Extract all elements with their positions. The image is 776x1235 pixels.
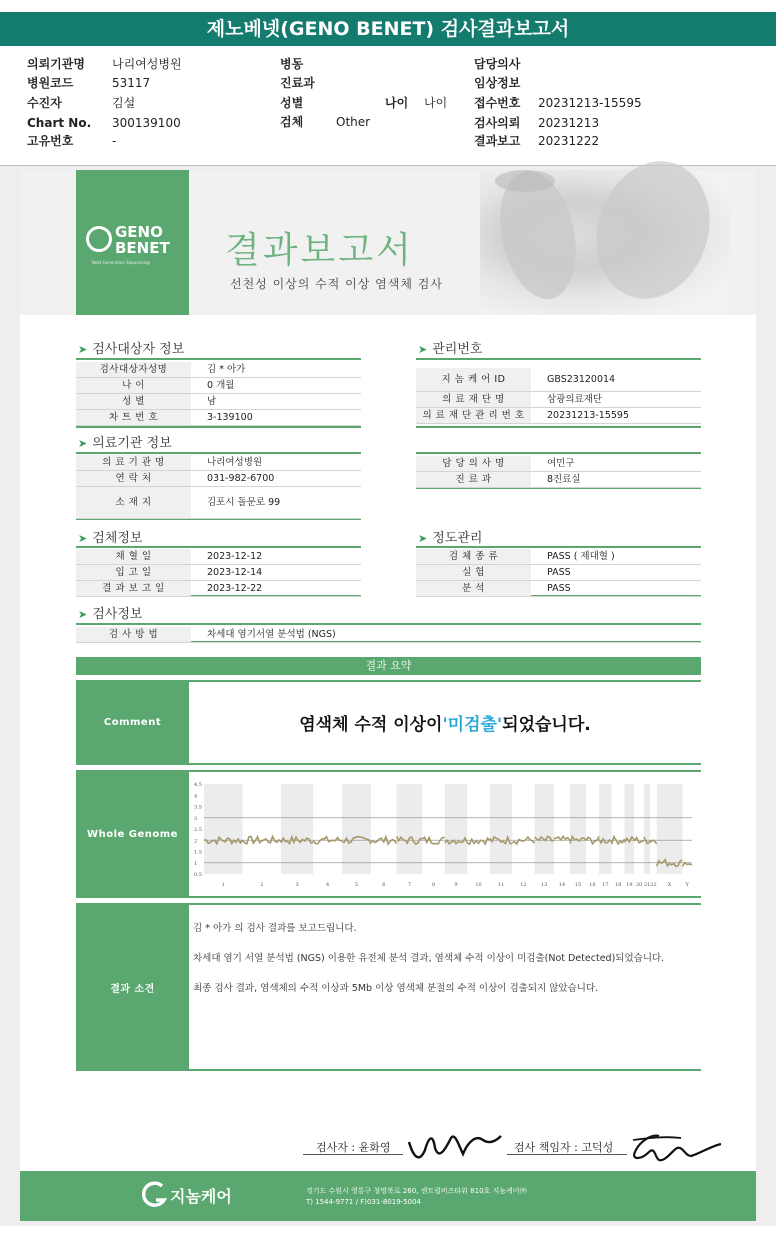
row-key: 연 락 처 [76, 471, 191, 486]
header-value-age: 나이 [424, 96, 448, 110]
header-label-specimen: 검체 [280, 115, 304, 129]
table-row [416, 408, 701, 424]
x-tick-label: 4 [326, 882, 330, 888]
row-key: 담 당 의 사 명 [416, 456, 531, 471]
x-tick-label: 12 [520, 882, 527, 888]
header-value-report-date: 20231222 [538, 134, 600, 148]
row-value: 여민구 [547, 458, 575, 469]
whole-genome-label: Whole Genome [76, 772, 189, 896]
row-key: 채 혈 일 [76, 549, 191, 564]
signers [0, 1136, 776, 1166]
y-tick-label: 3.5 [194, 804, 202, 811]
copy-number-points-chr22 [650, 840, 656, 844]
comment-post: 되었습니다. [502, 715, 591, 735]
footer-logo-text: 지놈케어 [170, 1187, 232, 1206]
y-tick-label: 0.5 [194, 872, 202, 878]
footer-logo [142, 1179, 252, 1211]
header-label-hosp-name: 의뢰기관명 [27, 57, 85, 71]
x-tick-label: 15 [574, 882, 582, 888]
x-tick-label: 17 [602, 882, 609, 888]
x-tick-label: X [667, 882, 672, 888]
chromosome-band [644, 784, 650, 874]
baby-feet-photo [480, 170, 730, 315]
findings-body [193, 921, 697, 1011]
x-tick-label: 11 [497, 882, 505, 888]
row-key: 소 재 지 [76, 487, 191, 518]
examiner-name: 검사자 : 윤화영 [316, 1141, 391, 1154]
chromosome-band [657, 784, 683, 874]
footer-address-line: 경기도 수원시 영통구 청명북로 260, 센트럴비즈타워 810호 지놈케어㈜ [306, 1187, 527, 1195]
x-tick-label: 1 [221, 882, 225, 888]
header-label-doctor: 담당의사 [474, 57, 521, 71]
table-row [76, 394, 361, 410]
header-value-unique-no: - [112, 134, 117, 148]
header-value-recipient: 김설 [112, 96, 136, 110]
qc-table [416, 546, 701, 597]
section-title-institution: ➤ 의료기관 정보 [78, 436, 172, 451]
findings-label: 결과 소견 [76, 905, 189, 1069]
section-title-method: ➤ 검사정보 [78, 607, 143, 622]
section-title-qc: ➤ 정도관리 [418, 531, 483, 546]
row-value: 20231213-15595 [547, 410, 630, 421]
y-tick-label: 1.5 [194, 849, 202, 856]
x-tick-label: Y [685, 882, 689, 888]
header-value-receipt-no: 20231213-15595 [538, 96, 642, 110]
row-key: 성 별 [76, 394, 191, 409]
logo-line1: GENO [115, 223, 163, 241]
geno-benet-logo-icon [86, 226, 112, 252]
table-row [416, 581, 701, 597]
row-value: 2023-12-12 [207, 551, 263, 562]
row-key: 결 과 보 고 일 [76, 581, 191, 596]
row-key: 의 료 기 관 명 [76, 455, 191, 470]
method-table [76, 623, 701, 643]
row-value: 031-982-6700 [207, 473, 275, 484]
finding-line-3: 최종 검사 결과, 염색체의 수적 이상과 5Mb 이상 염색체 분절의 수적 이상이 검출되지 않았습니다. [193, 983, 599, 994]
document-title: 제노베넷(GENO BENET) 검사결과보고서 [0, 12, 776, 46]
table-row [416, 456, 701, 472]
row-value: 차세대 염기서열 분석법 (NGS) [207, 629, 336, 640]
x-tick-label: 7 [407, 882, 412, 888]
row-key: 검 체 종 류 [416, 549, 531, 564]
whole-genome-box [76, 770, 701, 898]
table-row [76, 410, 361, 426]
chromosome-band [570, 784, 586, 874]
section-arrow-icon: ➤ [78, 343, 88, 356]
y-tick-label: 2.5 [194, 827, 202, 833]
section-arrow-icon: ➤ [78, 608, 88, 621]
row-value: 3-139100 [207, 412, 253, 423]
chromosome-band [535, 784, 554, 874]
comment-text [189, 682, 701, 763]
comment-label: Comment [76, 682, 189, 763]
header-value-specimen: Other [336, 115, 371, 129]
row-value: PASS [547, 583, 571, 594]
row-key: 실 험 [416, 565, 531, 580]
x-tick-label: 10 [475, 882, 482, 888]
x-tick-label: 5 [354, 882, 359, 888]
x-tick-label: 21 [643, 882, 651, 888]
row-value: 8진료실 [547, 474, 581, 485]
comment-highlight: '미검출' [442, 715, 503, 735]
chromosome-band [204, 784, 243, 874]
y-tick-label: 3 [194, 815, 198, 822]
chromosome-band [397, 784, 423, 874]
table-row [76, 378, 361, 394]
logo-line2: BENET [115, 239, 170, 257]
header-label-hosp-code: 병원코드 [27, 76, 74, 90]
section-arrow-icon: ➤ [78, 532, 88, 545]
row-key: 진 료 과 [416, 472, 531, 487]
table-row [416, 565, 701, 581]
row-key: 분 석 [416, 581, 531, 596]
findings-box [76, 903, 701, 1071]
section-arrow-icon: ➤ [418, 343, 428, 356]
table-row [76, 581, 361, 597]
section-title-specimen: ➤ 검체정보 [78, 531, 143, 546]
row-value: 김 * 아가 [207, 364, 246, 375]
header-label-unique-no: 고유번호 [27, 134, 74, 148]
header-label-dept: 진료과 [280, 76, 315, 90]
y-tick-label: 2 [194, 838, 198, 845]
table-row [76, 362, 361, 378]
logo-text [115, 224, 170, 256]
table-row [416, 392, 701, 408]
row-value: GBS23120014 [547, 374, 616, 385]
chromosome-band [599, 784, 612, 874]
row-value: PASS ( 제대혈 ) [547, 551, 615, 562]
header-label-report-date: 결과보고 [474, 134, 521, 148]
header-label-sex: 성별 [280, 96, 304, 110]
y-tick-label: 1 [194, 860, 198, 867]
table-row [76, 455, 361, 471]
row-key: 검사대상자성명 [76, 362, 191, 377]
x-tick-label: 3 [295, 882, 299, 888]
specimen-table [76, 546, 361, 597]
comment-box [76, 680, 701, 765]
y-tick-label: 4 [194, 793, 198, 800]
x-tick-label: 9 [454, 882, 458, 888]
institution-table [76, 452, 361, 520]
x-tick-label: 8 [431, 882, 436, 888]
chromosome-band [625, 784, 635, 874]
header-label-receipt-no: 접수번호 [474, 96, 521, 110]
header-label-ward: 병동 [280, 57, 304, 71]
chromosome-band [490, 784, 512, 874]
table-row [416, 368, 701, 392]
row-value: PASS [547, 567, 571, 578]
section-arrow-icon: ➤ [418, 532, 428, 545]
row-value: 삼광의료재단 [547, 394, 603, 405]
footer-address [306, 1186, 527, 1208]
comment-pre: 염색체 수적 이상이 [299, 715, 443, 735]
x-tick-label: 18 [614, 882, 622, 888]
header-label-request-date: 검사의뢰 [474, 116, 521, 130]
table-row [76, 471, 361, 487]
header-value-hosp-name: 나리여성병원 [112, 57, 182, 71]
logo-subtitle: Next Generation Sequencing [92, 260, 150, 265]
x-tick-label: 20 [635, 882, 643, 888]
row-value: 김포시 돌문로 99 [207, 497, 281, 508]
institution-doctor-table [416, 452, 701, 489]
y-tick-label: 4.5 [194, 782, 202, 788]
finding-line-2: 차세대 염기 서열 분석법 (NGS) 이용한 유전체 분석 결과, 염색체 수적 이상이 미검출(Not Detected)되었습니다. [193, 953, 665, 964]
x-tick-label: 19 [626, 882, 633, 888]
report-subtitle: 선천성 이상의 수적 이상 염색체 검사 [230, 277, 443, 291]
header-label-recipient: 수진자 [27, 96, 62, 110]
table-row [416, 549, 701, 565]
section-arrow-icon: ➤ [78, 437, 88, 450]
genomecare-logo-icon [142, 1180, 168, 1210]
chromosome-band [445, 784, 467, 874]
table-row [76, 549, 361, 565]
row-key: 의 료 재 단 명 [416, 392, 531, 407]
row-key: 입 고 일 [76, 565, 191, 580]
whole-genome-chart [192, 778, 696, 892]
x-tick-label: 2 [260, 882, 264, 888]
header-label-chart-no: Chart No. [27, 116, 92, 130]
copy-number-points-chr8 [422, 837, 445, 844]
header-value-request-date: 20231213 [538, 116, 600, 130]
header-label-age: 나이 [385, 96, 409, 110]
row-value: 2023-12-14 [207, 567, 263, 578]
header-value-hosp-code: 53117 [112, 76, 151, 90]
header-value-chart-no: 300139100 [112, 116, 181, 130]
director-signature [625, 1126, 725, 1168]
section-title-subject: ➤ 검사대상자 정보 [78, 342, 185, 357]
table-row [416, 472, 701, 488]
row-value: 0 개월 [207, 380, 235, 391]
row-key: 차 트 번 호 [76, 410, 191, 425]
header-label-clinical: 임상정보 [474, 76, 521, 90]
x-tick-label: 6 [382, 882, 386, 888]
row-value: 나리여성병원 [207, 457, 263, 468]
summary-title-bar: 결과 요약 [76, 657, 701, 675]
row-key: 검 사 방 법 [76, 627, 191, 642]
footer-contact-line: T) 1544-9771 / F)031-8019-5004 [306, 1198, 421, 1206]
row-key: 나 이 [76, 378, 191, 393]
chromosome-band [281, 784, 313, 874]
report-title: 결과보고서 [225, 230, 414, 271]
row-value: 남 [207, 396, 217, 407]
row-value: 2023-12-22 [207, 583, 263, 594]
row-key: 지 놈 케 어 ID [416, 368, 531, 391]
copy-number-points-chr10 [467, 838, 489, 844]
table-row [76, 627, 701, 643]
subject-table [76, 358, 361, 428]
x-tick-label: 13 [541, 882, 548, 888]
table-row [76, 565, 361, 581]
director-name: 검사 책임자 : 고덕성 [514, 1141, 614, 1154]
section-title-management: ➤ 관리번호 [418, 342, 483, 357]
x-tick-label: 22 [650, 882, 657, 888]
examiner-signature [405, 1124, 505, 1168]
finding-line-1: 김 * 아가 의 검사 결과를 보고드립니다. [193, 923, 357, 934]
table-row [76, 487, 361, 519]
x-tick-label: 14 [558, 882, 566, 888]
management-table [416, 358, 701, 428]
row-key: 의 료 재 단 관 리 번 호 [416, 408, 531, 423]
x-tick-label: 16 [589, 882, 596, 888]
chromosome-band [342, 784, 371, 874]
